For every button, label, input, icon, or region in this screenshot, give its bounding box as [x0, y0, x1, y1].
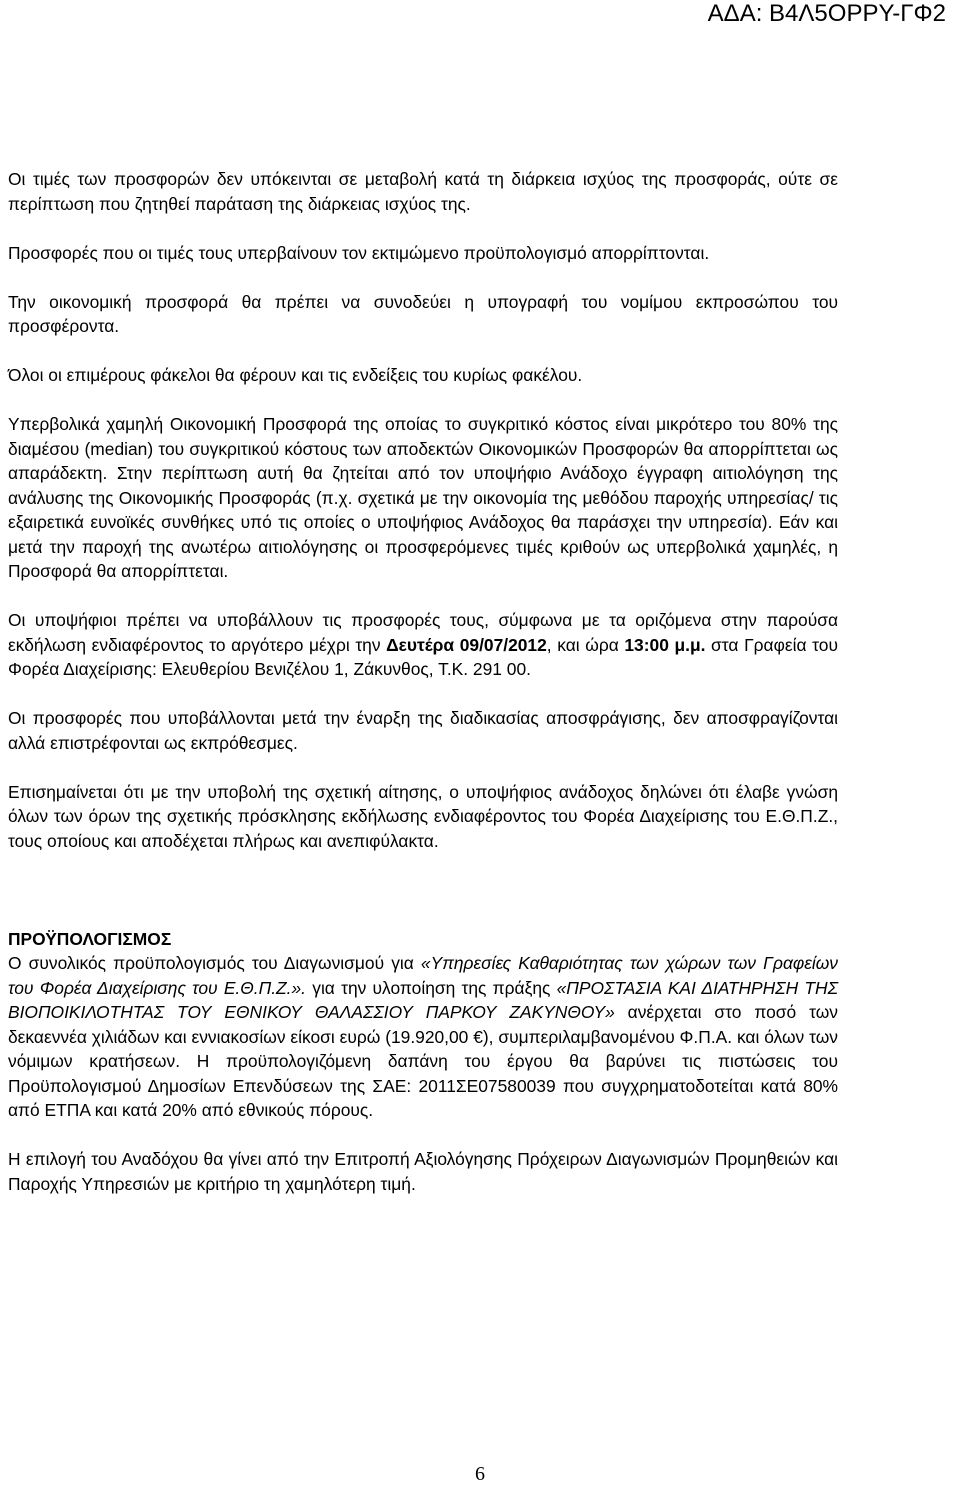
- paragraph-exceeding-budget: Προσφορές που οι τιμές τους υπερβαίνουν τον εκτιμώμενο προϋπολογισμό απορρίπτονται.: [8, 242, 710, 263]
- paragraph-envelopes: Όλοι οι επιμέρους φάκελοι θα φέρουν και τις ενδείξεις του κυρίως φακέλου.: [8, 365, 583, 385]
- deadline-text-a: Οι υποψήφιοι πρέπει να υποβάλλουν τις προσφορές τους, σύμφωνα με τα οριζόμενα στην παρούσα εκδήλωση ενδιαφέροντος το αργότερο μέχρι την: [8, 610, 838, 655]
- paragraph-late-offers: Οι προσφορές που υποβάλλονται μετά την έναρξη της διαδικασίας αποσφράγισης, δεν αποσφραγίζονται αλλά επιστρέφονται ως εκπρόθεσμες.: [8, 708, 838, 753]
- paragraph-budget: [8, 951, 838, 1123]
- paragraph-price-validity: Οι τιμές των προσφορών δεν υπόκεινται σε μεταβολή κατά τη διάρκεια ισχύος της προσφοράς, ούτε σε περίπτωση που ζητηθεί παράταση της διάρκειας ισχύος της.: [8, 169, 838, 214]
- document-body: [8, 167, 838, 1196]
- paragraph-abnormally-low: Υπερβολικά χαμηλή Οικονομική Προσφορά της οποίας το συγκριτικό κόστος είναι μικρότερο του 80% της διαμέσου (median) του συγκριτικού κόστους των αποδεκτών Οικονομικών Προσφορών θα απορρίπτεται ως απαράδεκτη. Στην περίπτωση αυτή θα ζητείται από τον υποψήφιο Ανάδοχο έγγραφη αιτιολόγηση της ανάλυσης της Οικονομικής Προσφοράς (π.χ. σχετικά με την οικονομία της μεθόδου παροχής υπηρεσίας/ τις εξαιρετικά ευνοϊκές συνθήκες υπό τις οποίες ο υποψήφιος Ανάδοχος θα παράσχει την υπηρεσία). Εάν και μετά την παροχή της ανωτέρω αιτιολόγησης οι προσφερόμενες τιμές κριθούν ως υπερβολικά χαμηλές, η Προσφορά θα απορρίπτεται.: [8, 414, 838, 581]
- paragraph-submission-deadline: [8, 608, 838, 682]
- paragraph-signature: Την οικονομική προσφορά θα πρέπει να συνοδεύει η υπογραφή του νομίμου εκπροσώπου του προσφέροντα.: [8, 291, 838, 336]
- budget-text-a: Ο συνολικός προϋπολογισμός του Διαγωνισμού για: [8, 953, 421, 973]
- page-number: 6: [475, 1463, 485, 1485]
- budget-text-e: ανέρχεται στο ποσό των δεκαεννέα χιλιάδων και εννιακοσίων είκοσι ευρώ (19.920,00 €), συμπεριλαμβανομένου Φ.Π.Α. και όλων των νόμιμων κρατήσεων. Η προϋπολογιζόμενη δαπάνη του έργου θα βαρύνει τις πιστώσεις του Προϋπολογισμού Δημοσίων Επενδύσεων της ΣΑΕ: 2011ΣΕ07580039 που συγχρηματοδοτείται κατά 80% από ΕΤΠΑ και κατά 20% από εθνικούς πόρους.: [8, 1002, 838, 1120]
- budget-heading: ΠΡΟΫΠΟΛΟΓΙΣΜΟΣ: [8, 928, 172, 949]
- budget-service-title: «Υπηρεσίες Καθαριότητας των χώρων των Γραφείων του Φορέα Διαχείρισης του Ε.Θ.Π.Ζ.».: [8, 953, 838, 998]
- deadline-text-c: στα Γραφεία του Φορέα Διαχείρισης: Ελευθερίου Βενιζέλου 1, Ζάκυνθος, Τ.Κ. 291 00.: [8, 634, 838, 679]
- ada-code: ΑΔΑ: Β4Λ5ΟΡΡΥ-ΓΦ2: [707, 0, 946, 27]
- paragraph-acceptance: Επισημαίνεται ότι με την υποβολή της σχετική αίτησης, ο υποψήφιος ανάδοχος δηλώνει ότι έλαβε γνώση όλων των όρων της σχετικής πρόσκλησης εκδήλωσης ενδιαφέροντος του Φορέα Διαχείρισης του Ε.Θ.Π.Ζ., τους οποίους και αποδέχεται πλήρως και ανεπιφύλακτα.: [8, 781, 838, 851]
- deadline-text-b: , και ώρα: [546, 634, 625, 655]
- budget-project-title: «ΠΡΟΣΤΑΣΙΑ ΚΑΙ ΔΙΑΤΗΡΗΣΗ ΤΗΣ ΒΙΟΠΟΙΚΙΛΟΤΗΤΑΣ ΤΟΥ ΕΘΝΙΚΟΥ ΘΑΛΑΣΣΙΟΥ ΠΑΡΚΟΥ ΖΑΚΥΝΘΟΥ»: [8, 977, 839, 1022]
- paragraph-selection: Η επιλογή του Αναδόχου θα γίνει από την Επιτροπή Αξιολόγησης Πρόχειρων Διαγωνισμών Προμηθειών και Παροχής Υπηρεσιών με κριτήριο τη χαμηλότερη τιμή.: [8, 1149, 838, 1194]
- budget-text-c: για την υλοποίηση της πράξης: [306, 977, 557, 998]
- deadline-time: 13:00 μ.μ.: [624, 634, 706, 655]
- deadline-date: Δευτέρα 09/07/2012: [386, 634, 547, 655]
